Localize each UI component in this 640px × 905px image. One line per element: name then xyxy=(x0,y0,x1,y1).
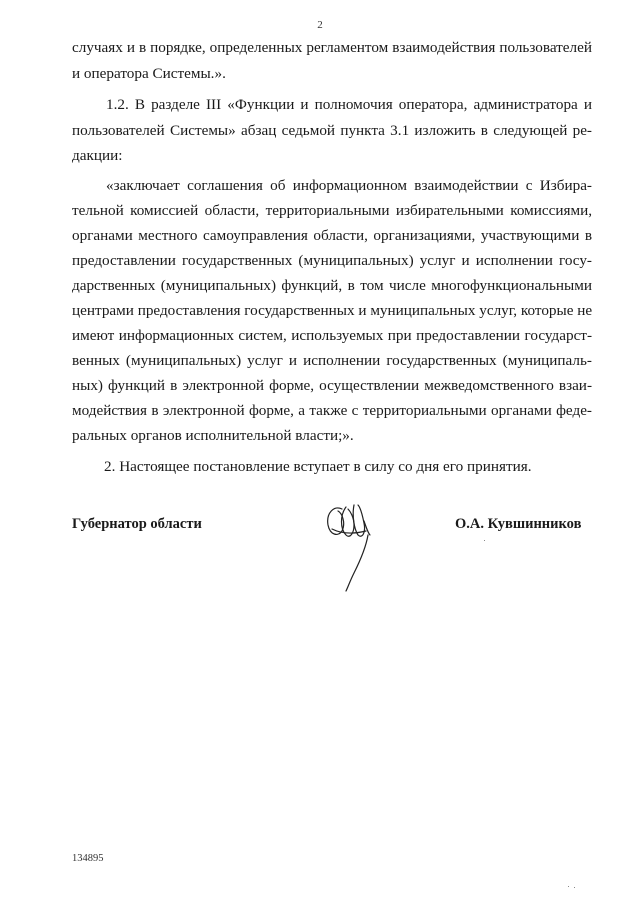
quote-line-6: центрами предоставления государственных и муниципальных услуг, которые не xyxy=(72,302,593,319)
quote-line-11: ральных органов исполнительной власти;». xyxy=(72,427,354,444)
document-code: 134895 xyxy=(72,853,104,864)
scan-speck xyxy=(574,887,575,888)
paragraph-2-line-3: дакции: xyxy=(72,147,123,164)
quote-line-1: «заключает соглашения об информационном взаимодействии с Избира- xyxy=(106,177,592,194)
scan-speck xyxy=(568,886,569,887)
quote-line-7: имеют информационных систем, используемых при предоставлении государст- xyxy=(72,327,592,344)
signatory-position: Губернатор области xyxy=(72,516,202,532)
quote-line-9: ных) функций в электронной форме, осуществлении межведомственного взаи- xyxy=(72,377,592,394)
paragraph-1-line-1: случаях и в порядке, определенных регламентом взаимодействия пользователей xyxy=(72,39,592,56)
scan-speck xyxy=(484,540,485,541)
quote-line-10: модействия в электронной форме, а также с территориальными органами феде- xyxy=(72,402,592,419)
paragraph-3: 2. Настоящее постановление вступает в силу со дня его принятия. xyxy=(104,458,532,475)
quote-line-4: предоставлении государственных (муниципальных) услуг и исполнении госу- xyxy=(72,252,592,269)
signatory-name: О.А. Кувшинников xyxy=(455,516,582,532)
paragraph-1-line-2: и оператора Системы.». xyxy=(72,65,226,82)
paragraph-2-line-2: пользователей Системы» абзац седьмой пункта 3.1 изложить в следующей ре- xyxy=(72,122,592,139)
quote-line-8: венных (муниципальных) услуг и исполнении государственных (муниципаль- xyxy=(72,352,592,369)
page-number: 2 xyxy=(317,19,323,31)
paragraph-2-line-1: 1.2. В разделе III «Функции и полномочия оператора, администратора и xyxy=(106,96,592,113)
quote-line-2: тельной комиссией области, территориальными избирательными комиссиями, xyxy=(72,202,592,219)
handwritten-signature-icon xyxy=(320,495,380,595)
quote-line-5: дарственных (муниципальных) функций, в том числе многофункциональными xyxy=(72,277,592,294)
quote-line-3: органами местного самоуправления области, организациями, участвующими в xyxy=(72,227,592,244)
